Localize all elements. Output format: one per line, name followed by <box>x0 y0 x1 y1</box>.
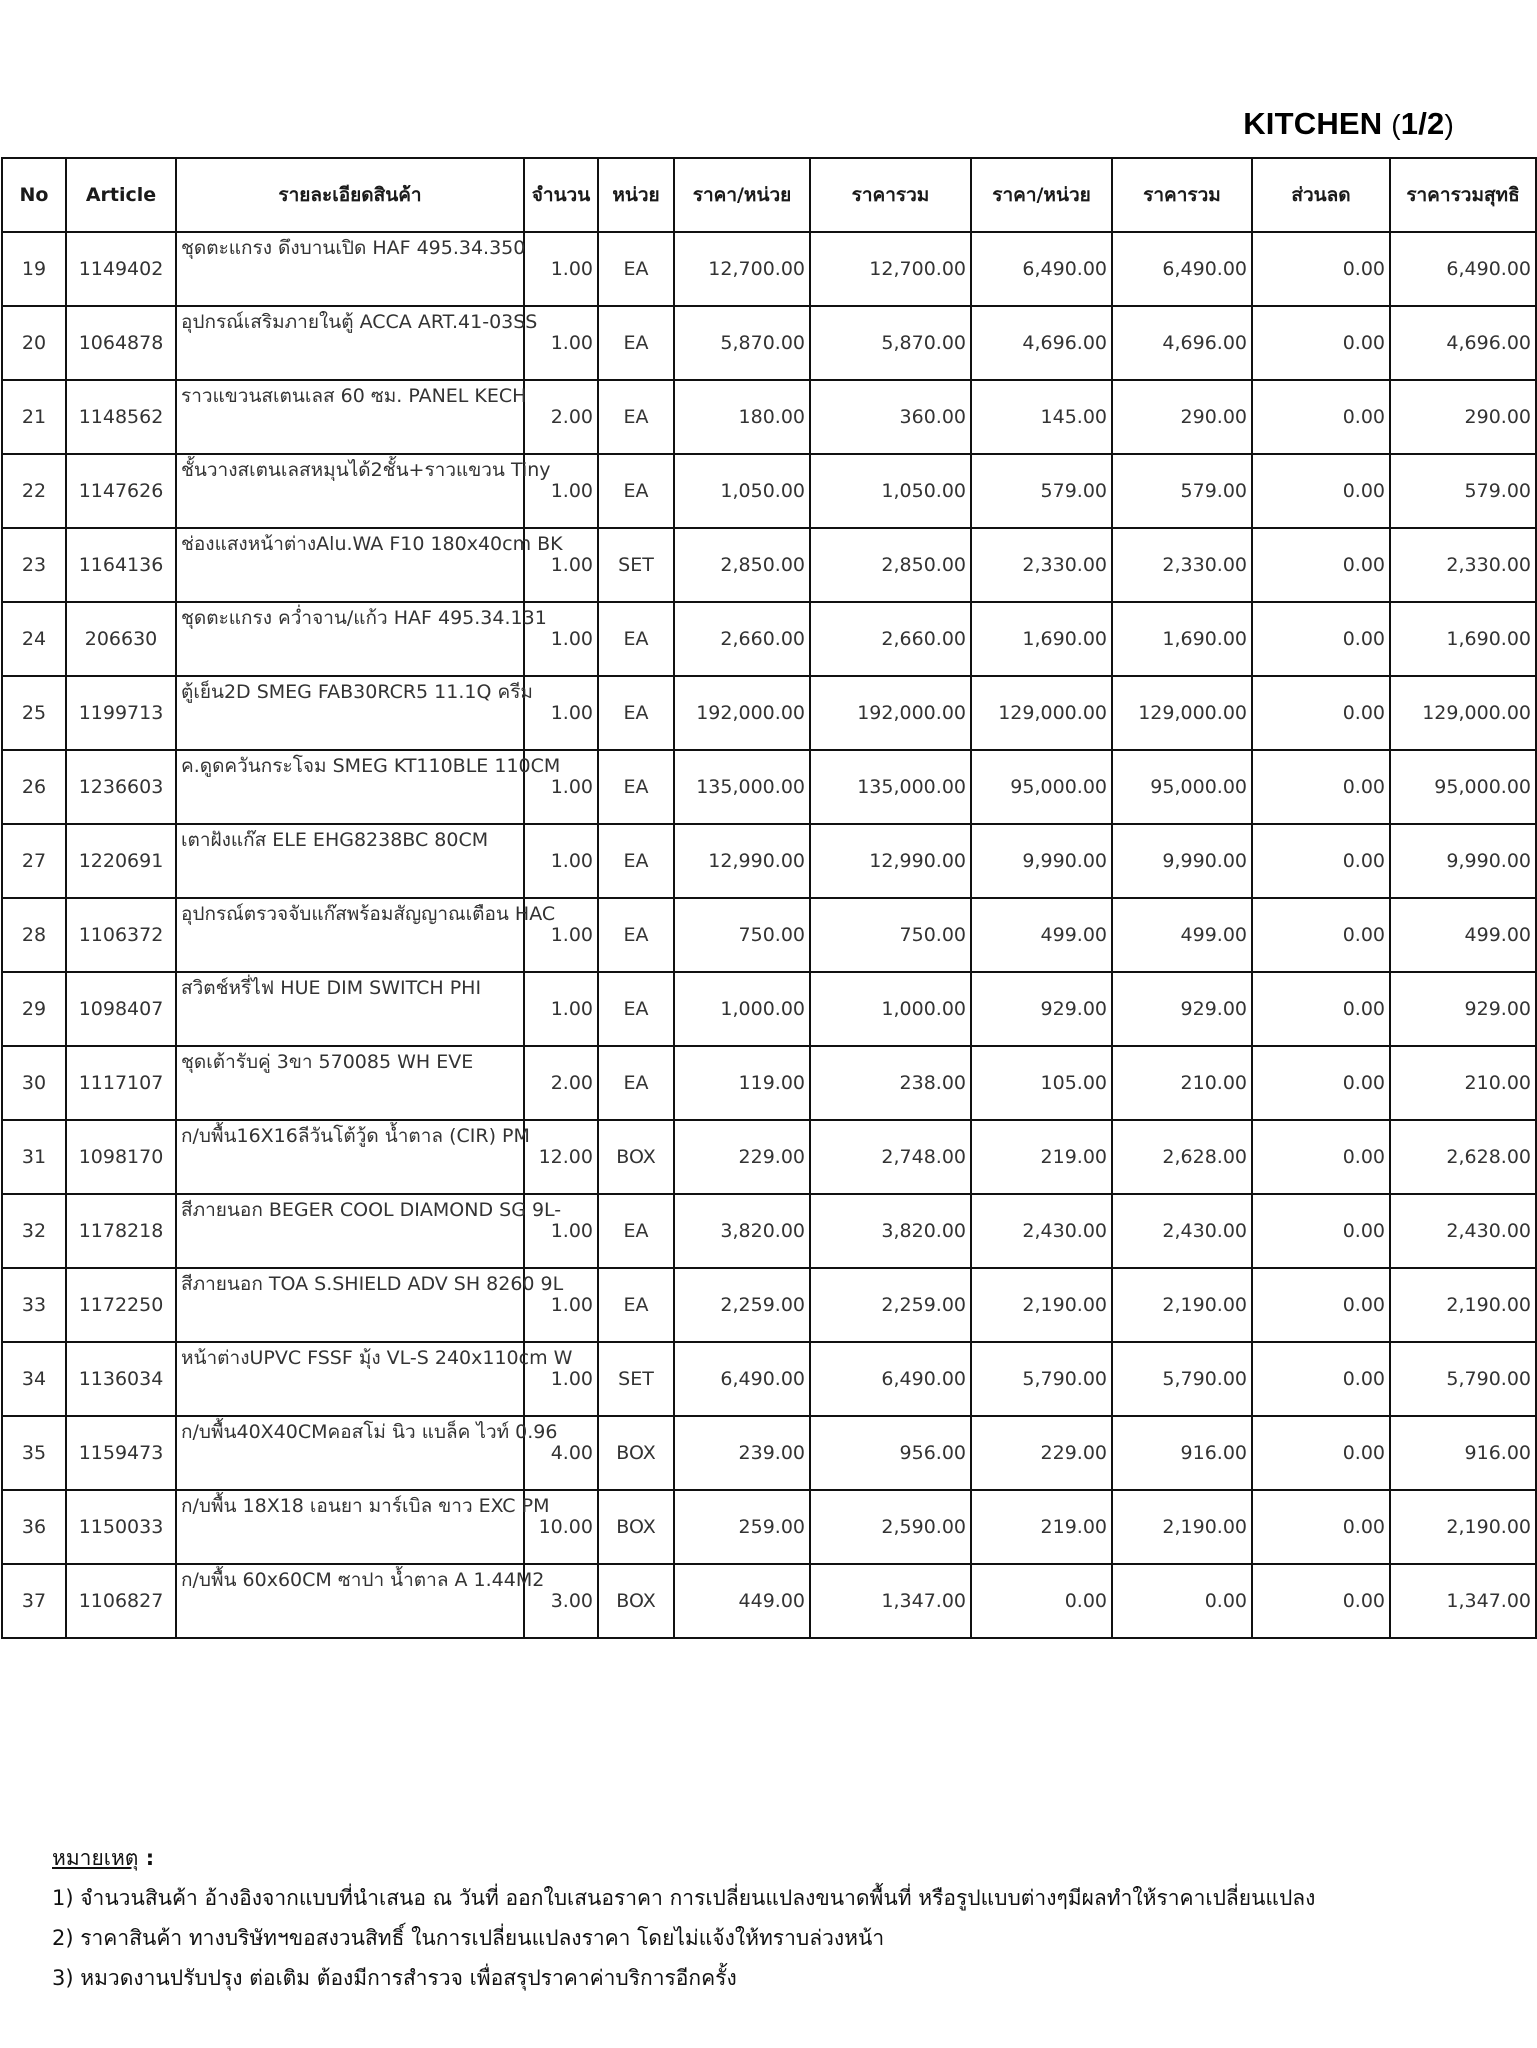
cell-total-price: 2,660.00 <box>810 602 971 676</box>
cell-discount: 0.00 <box>1252 232 1390 306</box>
table-row <box>2 1416 1536 1490</box>
cell-unit-price-2: 2,430.00 <box>971 1194 1112 1268</box>
cell-unit-price-2: 95,000.00 <box>971 750 1112 824</box>
cell-description: ก/บพื้น40X40CMคอสโม่ นิว แบล็ค ไวท์ 0.96 <box>176 1416 524 1490</box>
cell-unit-price: 229.00 <box>674 1120 810 1194</box>
cell-unit: BOX <box>598 1564 674 1638</box>
cell-article: 1098170 <box>66 1120 176 1194</box>
cell-discount: 0.00 <box>1252 824 1390 898</box>
table-body <box>2 232 1536 1638</box>
cell-description: อุปกรณ์ตรวจจับแก๊สพร้อมสัญญาณเตือน HAC <box>176 898 524 972</box>
cell-net-total: 2,330.00 <box>1390 528 1536 602</box>
cell-total-price-2: 929.00 <box>1112 972 1252 1046</box>
cell-unit-price-2: 6,490.00 <box>971 232 1112 306</box>
cell-total-price: 1,050.00 <box>810 454 971 528</box>
cell-net-total: 1,347.00 <box>1390 1564 1536 1638</box>
cell-net-total: 929.00 <box>1390 972 1536 1046</box>
cell-unit-price-2: 1,690.00 <box>971 602 1112 676</box>
cell-no: 35 <box>2 1416 66 1490</box>
cell-unit-price: 135,000.00 <box>674 750 810 824</box>
cell-quantity: 4.00 <box>524 1416 598 1490</box>
notes-section <box>52 1838 1315 1998</box>
cell-net-total: 2,190.00 <box>1390 1490 1536 1564</box>
cell-unit-price: 449.00 <box>674 1564 810 1638</box>
cell-no: 26 <box>2 750 66 824</box>
cell-quantity: 1.00 <box>524 1194 598 1268</box>
cell-unit-price-2: 0.00 <box>971 1564 1112 1638</box>
table-row <box>2 306 1536 380</box>
cell-quantity: 1.00 <box>524 602 598 676</box>
cell-unit-price: 12,990.00 <box>674 824 810 898</box>
table-row <box>2 1194 1536 1268</box>
table-row <box>2 1120 1536 1194</box>
cell-description: ชุดตะแกรง คว่ำจาน/แก้ว HAF 495.34.131 <box>176 602 524 676</box>
cell-quantity: 1.00 <box>524 1268 598 1342</box>
notes-heading <box>52 1838 1315 1878</box>
cell-total-price: 3,820.00 <box>810 1194 971 1268</box>
cell-description: ชุดเต้ารับคู่ 3ขา 570085 WH EVE <box>176 1046 524 1120</box>
cell-no: 34 <box>2 1342 66 1416</box>
cell-unit: EA <box>598 676 674 750</box>
cell-total-price: 2,850.00 <box>810 528 971 602</box>
cell-unit-price-2: 579.00 <box>971 454 1112 528</box>
cell-total-price-2: 9,990.00 <box>1112 824 1252 898</box>
cell-unit: EA <box>598 972 674 1046</box>
cell-total-price: 135,000.00 <box>810 750 971 824</box>
cell-unit: EA <box>598 824 674 898</box>
cell-unit: EA <box>598 454 674 528</box>
page-title <box>1243 106 1454 142</box>
cell-total-price-2: 2,430.00 <box>1112 1194 1252 1268</box>
cell-total-price-2: 5,790.00 <box>1112 1342 1252 1416</box>
cell-article: 1106372 <box>66 898 176 972</box>
cell-discount: 0.00 <box>1252 1564 1390 1638</box>
cell-total-price: 360.00 <box>810 380 971 454</box>
cell-unit-price-2: 219.00 <box>971 1120 1112 1194</box>
cell-unit: SET <box>598 528 674 602</box>
cell-net-total: 1,690.00 <box>1390 602 1536 676</box>
table-row <box>2 824 1536 898</box>
cell-discount: 0.00 <box>1252 306 1390 380</box>
cell-quantity: 2.00 <box>524 1046 598 1120</box>
cell-quantity: 1.00 <box>524 528 598 602</box>
cell-unit-price-2: 219.00 <box>971 1490 1112 1564</box>
cell-total-price-2: 95,000.00 <box>1112 750 1252 824</box>
cell-unit: EA <box>598 1194 674 1268</box>
cell-article: 1148562 <box>66 380 176 454</box>
cell-article: 1136034 <box>66 1342 176 1416</box>
notes-heading-text: หมายเหตุ <box>52 1846 139 1870</box>
cell-quantity: 1.00 <box>524 898 598 972</box>
cell-unit-price: 119.00 <box>674 1046 810 1120</box>
cell-unit-price: 2,660.00 <box>674 602 810 676</box>
table-row <box>2 454 1536 528</box>
cell-unit: BOX <box>598 1120 674 1194</box>
header-unit-price: ราคา/หน่วย <box>674 158 810 232</box>
notes-heading-colon: : <box>138 1846 155 1870</box>
cell-unit-price-2: 129,000.00 <box>971 676 1112 750</box>
cell-quantity: 1.00 <box>524 972 598 1046</box>
cell-no: 36 <box>2 1490 66 1564</box>
cell-no: 37 <box>2 1564 66 1638</box>
cell-unit-price: 239.00 <box>674 1416 810 1490</box>
cell-article: 1172250 <box>66 1268 176 1342</box>
cell-article: 1149402 <box>66 232 176 306</box>
cell-total-price: 1,000.00 <box>810 972 971 1046</box>
cell-net-total: 129,000.00 <box>1390 676 1536 750</box>
cell-net-total: 210.00 <box>1390 1046 1536 1120</box>
cell-unit-price-2: 5,790.00 <box>971 1342 1112 1416</box>
table-row <box>2 528 1536 602</box>
cell-discount: 0.00 <box>1252 1416 1390 1490</box>
cell-description: ก/บพื้น 60x60CM ซาปา น้ำตาล A 1.44M2 <box>176 1564 524 1638</box>
cell-no: 23 <box>2 528 66 602</box>
cell-quantity: 1.00 <box>524 676 598 750</box>
cell-unit: EA <box>598 898 674 972</box>
cell-no: 21 <box>2 380 66 454</box>
cell-unit: EA <box>598 1268 674 1342</box>
table-row <box>2 898 1536 972</box>
cell-description: ราวแขวนสเตนเลส 60 ซม. PANEL KECH <box>176 380 524 454</box>
cell-total-price: 2,748.00 <box>810 1120 971 1194</box>
cell-discount: 0.00 <box>1252 1120 1390 1194</box>
cell-total-price-2: 1,690.00 <box>1112 602 1252 676</box>
cell-no: 24 <box>2 602 66 676</box>
cell-quantity: 2.00 <box>524 380 598 454</box>
cell-no: 27 <box>2 824 66 898</box>
header-total-price-2: ราคารวม <box>1112 158 1252 232</box>
cell-total-price-2: 2,190.00 <box>1112 1268 1252 1342</box>
title-paren-close: ) <box>1444 109 1454 140</box>
cell-description: อุปกรณ์เสริมภายในตู้ ACCA ART.41-03SS <box>176 306 524 380</box>
cell-net-total: 499.00 <box>1390 898 1536 972</box>
header-article: Article <box>66 158 176 232</box>
cell-unit-price: 750.00 <box>674 898 810 972</box>
cell-total-price: 1,347.00 <box>810 1564 971 1638</box>
cell-description: ช่องแสงหน้าต่างAlu.WA F10 180x40cm BK <box>176 528 524 602</box>
header-discount: ส่วนลด <box>1252 158 1390 232</box>
cell-quantity: 10.00 <box>524 1490 598 1564</box>
cell-quantity: 1.00 <box>524 232 598 306</box>
table-row <box>2 1046 1536 1120</box>
cell-quantity: 3.00 <box>524 1564 598 1638</box>
table-row <box>2 750 1536 824</box>
cell-total-price: 192,000.00 <box>810 676 971 750</box>
cell-article: 1147626 <box>66 454 176 528</box>
cell-quantity: 1.00 <box>524 306 598 380</box>
cell-unit-price-2: 9,990.00 <box>971 824 1112 898</box>
cell-unit: EA <box>598 1046 674 1120</box>
cell-article: 1159473 <box>66 1416 176 1490</box>
cell-net-total: 9,990.00 <box>1390 824 1536 898</box>
cell-unit: EA <box>598 232 674 306</box>
cell-description: หน้าต่างUPVC FSSF มุ้ง VL-S 240x110cm W <box>176 1342 524 1416</box>
note-line-2: 2) ราคาสินค้า ทางบริษัทฯขอสงวนสิทธิ์ ในการเปลี่ยนแปลงราคา โดยไม่แจ้งให้ทราบล่วงหน้า <box>52 1926 885 1950</box>
cell-unit-price: 3,820.00 <box>674 1194 810 1268</box>
cell-description: ชั้นวางสเตนเลสหมุนได้2ชั้น+ราวแขวน Tiny <box>176 454 524 528</box>
cell-no: 19 <box>2 232 66 306</box>
cell-unit: EA <box>598 306 674 380</box>
cell-total-price-2: 499.00 <box>1112 898 1252 972</box>
cell-net-total: 579.00 <box>1390 454 1536 528</box>
cell-total-price: 2,590.00 <box>810 1490 971 1564</box>
cell-net-total: 95,000.00 <box>1390 750 1536 824</box>
table-row <box>2 380 1536 454</box>
cell-total-price: 6,490.00 <box>810 1342 971 1416</box>
cell-unit-price: 259.00 <box>674 1490 810 1564</box>
cell-net-total: 2,628.00 <box>1390 1120 1536 1194</box>
cell-article: 206630 <box>66 602 176 676</box>
cell-discount: 0.00 <box>1252 602 1390 676</box>
cell-unit-price: 2,850.00 <box>674 528 810 602</box>
cell-discount: 0.00 <box>1252 528 1390 602</box>
cell-total-price: 750.00 <box>810 898 971 972</box>
header-total-price: ราคารวม <box>810 158 971 232</box>
cell-net-total: 2,430.00 <box>1390 1194 1536 1268</box>
cell-unit-price: 5,870.00 <box>674 306 810 380</box>
cell-unit-price: 1,050.00 <box>674 454 810 528</box>
cell-quantity: 12.00 <box>524 1120 598 1194</box>
cell-no: 31 <box>2 1120 66 1194</box>
cell-total-price-2: 210.00 <box>1112 1046 1252 1120</box>
cell-total-price: 5,870.00 <box>810 306 971 380</box>
cell-article: 1199713 <box>66 676 176 750</box>
cell-quantity: 1.00 <box>524 824 598 898</box>
cell-discount: 0.00 <box>1252 972 1390 1046</box>
cell-discount: 0.00 <box>1252 380 1390 454</box>
cell-unit: BOX <box>598 1416 674 1490</box>
cell-unit: EA <box>598 602 674 676</box>
cell-total-price-2: 6,490.00 <box>1112 232 1252 306</box>
header-unit-price-2: ราคา/หน่วย <box>971 158 1112 232</box>
cell-unit-price-2: 499.00 <box>971 898 1112 972</box>
cell-no: 28 <box>2 898 66 972</box>
cell-discount: 0.00 <box>1252 898 1390 972</box>
cell-total-price-2: 0.00 <box>1112 1564 1252 1638</box>
cell-discount: 0.00 <box>1252 1194 1390 1268</box>
cell-unit-price: 180.00 <box>674 380 810 454</box>
table-header-row <box>2 158 1536 232</box>
cell-article: 1220691 <box>66 824 176 898</box>
cell-no: 32 <box>2 1194 66 1268</box>
cell-unit-price-2: 2,330.00 <box>971 528 1112 602</box>
cell-net-total: 6,490.00 <box>1390 232 1536 306</box>
cell-unit-price: 12,700.00 <box>674 232 810 306</box>
cell-total-price-2: 2,628.00 <box>1112 1120 1252 1194</box>
cell-unit-price-2: 229.00 <box>971 1416 1112 1490</box>
cell-no: 25 <box>2 676 66 750</box>
cell-article: 1098407 <box>66 972 176 1046</box>
cell-total-price-2: 2,330.00 <box>1112 528 1252 602</box>
cell-description: สีภายนอก BEGER COOL DIAMOND SG 9L- <box>176 1194 524 1268</box>
cell-unit: EA <box>598 380 674 454</box>
cell-no: 22 <box>2 454 66 528</box>
cell-unit-price-2: 145.00 <box>971 380 1112 454</box>
table-row <box>2 1564 1536 1638</box>
table-row <box>2 972 1536 1046</box>
header-quantity: จำนวน <box>524 158 598 232</box>
note-line-3: 3) หมวดงานปรับปรุง ต่อเติม ต้องมีการสำรวจ เพื่อสรุปราคาค่าบริการอีกครั้ง <box>52 1966 737 1990</box>
cell-unit-price: 192,000.00 <box>674 676 810 750</box>
cell-net-total: 5,790.00 <box>1390 1342 1536 1416</box>
cell-unit-price-2: 105.00 <box>971 1046 1112 1120</box>
table-row <box>2 676 1536 750</box>
cell-no: 20 <box>2 306 66 380</box>
table-row <box>2 1268 1536 1342</box>
cell-unit: EA <box>598 750 674 824</box>
cell-total-price-2: 2,190.00 <box>1112 1490 1252 1564</box>
cell-description: ชุดตะแกรง ดึงบานเปิด HAF 495.34.350 <box>176 232 524 306</box>
cell-net-total: 916.00 <box>1390 1416 1536 1490</box>
cell-quantity: 1.00 <box>524 750 598 824</box>
cell-total-price-2: 4,696.00 <box>1112 306 1252 380</box>
cell-total-price-2: 579.00 <box>1112 454 1252 528</box>
cell-article: 1178218 <box>66 1194 176 1268</box>
cell-description: ค.ดูดควันกระโจม SMEG KT110BLE 110CM <box>176 750 524 824</box>
cell-total-price-2: 290.00 <box>1112 380 1252 454</box>
title-page: 1/2 <box>1400 106 1445 141</box>
table-row <box>2 602 1536 676</box>
cell-description: ตู้เย็น2D SMEG FAB30RCR5 11.1Q ครีม <box>176 676 524 750</box>
cell-article: 1064878 <box>66 306 176 380</box>
cell-discount: 0.00 <box>1252 676 1390 750</box>
cell-description: เตาฝังแก๊ส ELE EHG8238BC 80CM <box>176 824 524 898</box>
cell-article: 1150033 <box>66 1490 176 1564</box>
cell-total-price-2: 916.00 <box>1112 1416 1252 1490</box>
cell-discount: 0.00 <box>1252 1268 1390 1342</box>
cell-net-total: 4,696.00 <box>1390 306 1536 380</box>
cell-discount: 0.00 <box>1252 1046 1390 1120</box>
cell-total-price: 2,259.00 <box>810 1268 971 1342</box>
cell-description: สวิตช์หรี่ไฟ HUE DIM SWITCH PHI <box>176 972 524 1046</box>
cell-no: 33 <box>2 1268 66 1342</box>
cell-unit-price-2: 4,696.00 <box>971 306 1112 380</box>
cell-description: ก/บพื้น16X16ลีวันโต้วู้ด น้ำตาล (CIR) PM <box>176 1120 524 1194</box>
note-line-1: 1) จำนวนสินค้า อ้างอิงจากแบบที่นำเสนอ ณ วันที่ ออกใบเสนอราคา การเปลี่ยนแปลงขนาดพื้นที่ หรือรูปแบบต่างๆมีผลทำให้ราคาเปลี่ยนแปลง <box>52 1886 1316 1910</box>
cell-unit: SET <box>598 1342 674 1416</box>
cell-total-price: 12,700.00 <box>810 232 971 306</box>
cell-unit-price-2: 2,190.00 <box>971 1268 1112 1342</box>
cell-article: 1236603 <box>66 750 176 824</box>
header-description: รายละเอียดสินค้า <box>176 158 524 232</box>
header-unit: หน่วย <box>598 158 674 232</box>
cell-unit-price: 6,490.00 <box>674 1342 810 1416</box>
cell-unit: BOX <box>598 1490 674 1564</box>
cell-total-price: 12,990.00 <box>810 824 971 898</box>
cell-discount: 0.00 <box>1252 454 1390 528</box>
cell-quantity: 1.00 <box>524 454 598 528</box>
cell-total-price: 238.00 <box>810 1046 971 1120</box>
header-net-total: ราคารวมสุทธิ <box>1390 158 1536 232</box>
items-table <box>1 157 1537 1639</box>
cell-description: ก/บพื้น 18X18 เอนยา มาร์เบิล ขาว EXC PM <box>176 1490 524 1564</box>
cell-article: 1164136 <box>66 528 176 602</box>
title-text: KITCHEN <box>1243 106 1383 141</box>
cell-unit-price: 1,000.00 <box>674 972 810 1046</box>
cell-discount: 0.00 <box>1252 1490 1390 1564</box>
title-paren-open: ( <box>1391 109 1401 140</box>
cell-article: 1117107 <box>66 1046 176 1120</box>
cell-unit-price-2: 929.00 <box>971 972 1112 1046</box>
cell-total-price-2: 129,000.00 <box>1112 676 1252 750</box>
cell-net-total: 2,190.00 <box>1390 1268 1536 1342</box>
cell-article: 1106827 <box>66 1564 176 1638</box>
table-row <box>2 232 1536 306</box>
cell-discount: 0.00 <box>1252 1342 1390 1416</box>
cell-description: สีภายนอก TOA S.SHIELD ADV SH 8260 9L <box>176 1268 524 1342</box>
cell-net-total: 290.00 <box>1390 380 1536 454</box>
table-row <box>2 1490 1536 1564</box>
cell-unit-price: 2,259.00 <box>674 1268 810 1342</box>
cell-no: 30 <box>2 1046 66 1120</box>
cell-quantity: 1.00 <box>524 1342 598 1416</box>
table-row <box>2 1342 1536 1416</box>
cell-total-price: 956.00 <box>810 1416 971 1490</box>
cell-discount: 0.00 <box>1252 750 1390 824</box>
cell-no: 29 <box>2 972 66 1046</box>
header-no: No <box>2 158 66 232</box>
